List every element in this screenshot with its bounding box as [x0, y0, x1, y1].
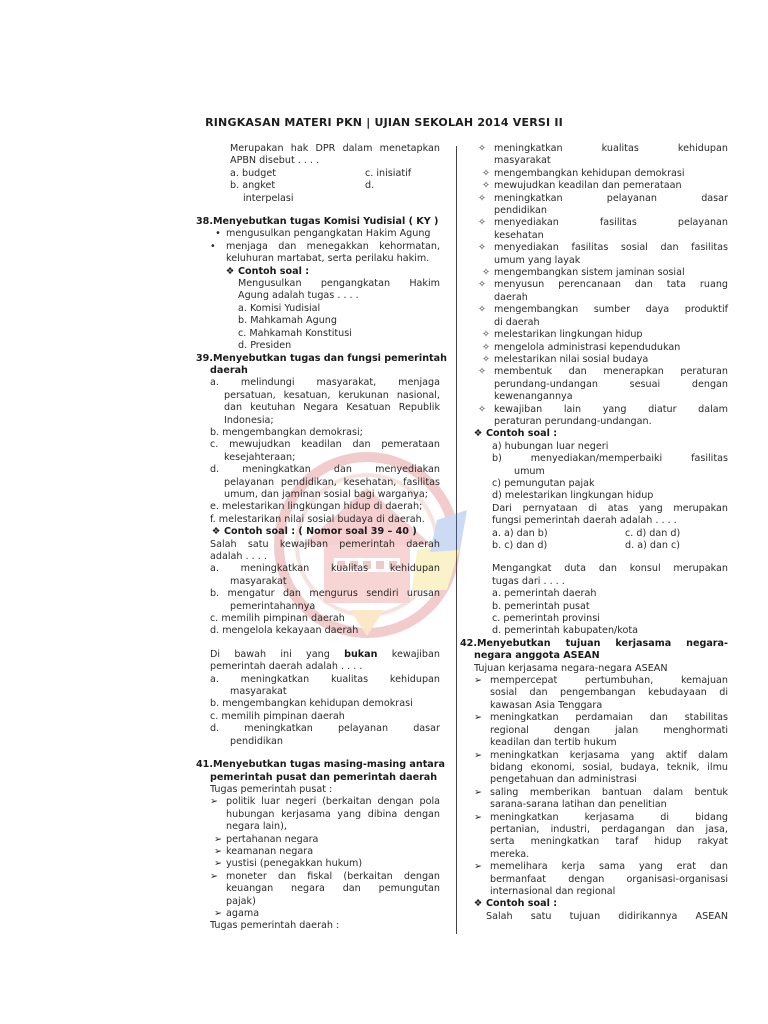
list-item: meningkatkan perdamaian dan stabilitas	[490, 712, 728, 724]
intro-question-line: APBN disebut . . . .	[230, 155, 320, 167]
example-question-line: fungsi pemerintah daerah adalah . . . .	[492, 515, 677, 527]
arrow-bullet-icon: ➢	[474, 786, 483, 798]
list-item: pengetahuan dan administrasi	[490, 774, 637, 786]
list-item: mengembangkan sumber daya produktif	[494, 304, 728, 316]
list-item: mewujudkan keadilan dan pemerataan	[494, 180, 682, 192]
section-41-heading: 41.Menyebutkan tugas masing-masing antara	[196, 759, 445, 771]
section-39-heading-cont: daerah	[210, 364, 248, 376]
option-line: d. meningkatkan pelayanan dasar	[210, 723, 440, 735]
list-item: persatuan, kesatuan, kerukunan nasional,	[224, 389, 440, 401]
list-item: yustisi (penegakkan hukum)	[226, 858, 363, 870]
question-text: pemerintah daerah adalah . . . .	[210, 661, 363, 673]
option-line: pendidikan	[230, 735, 283, 747]
option-d-text: interpelasi	[243, 192, 294, 204]
option-line: c. Mahkamah Konstitusi	[238, 327, 352, 339]
option-line: masyarakat	[230, 575, 287, 587]
left-column	[196, 143, 447, 933]
list-item: masyarakat	[494, 155, 551, 167]
diamond-bullet-icon: ✧	[481, 267, 491, 279]
list-item: c. mewujudkan keadilan dan pemerataan	[210, 439, 440, 451]
arrow-bullet-icon: ➢	[474, 861, 483, 873]
list-item: kesejahteraan;	[224, 451, 296, 463]
list-item: pertanian, industri, perdagangan dan jasa,	[490, 823, 728, 835]
option-line: c. memilih pimpinan daerah	[210, 613, 345, 625]
list-item: bermanfaat dengan organisasi-organisasi	[490, 873, 728, 885]
example-question-line: Dari pernyataan di atas yang merupakan	[492, 502, 728, 514]
list-item: meningkatkan kerjasama yang aktif dalam	[490, 749, 728, 761]
option-line: b. Mahkamah Agung	[238, 315, 337, 327]
page-title: RINGKASAN MATERI PKN | UJIAN SEKOLAH 2014 VERSI II	[205, 116, 563, 129]
option-b: b. angket	[230, 180, 276, 192]
list-item: pelayanan pendidikan, kesehatan, fasilitas	[224, 476, 440, 488]
list-item: serta meningkatkan taraf hidup rakyat	[490, 836, 728, 848]
diamond-bullet-icon: ✧	[478, 304, 487, 316]
list-item: saling memberikan bantuan dalam bentuk	[490, 786, 728, 798]
list-item: b. mengembangkan demokrasi;	[210, 426, 363, 438]
section-38-heading: 38.Menyebutkan tugas Komisi Yudisial ( KY )	[196, 216, 439, 228]
example-question-line: Salah satu kewajiban pemerintah daerah	[210, 538, 440, 550]
question-text: Di bawah ini yang	[210, 648, 330, 660]
option-line: b. pemerintah pusat	[492, 600, 590, 612]
list-item: regional dengan jalan menghormati	[490, 724, 728, 736]
list-item: melestarikan nilai sosial budaya	[494, 353, 649, 365]
subheading: Tugas pemerintah daerah :	[210, 920, 340, 932]
option-line: a. pemerintah daerah	[492, 588, 597, 600]
option-line: a. meningkatkan kualitas kehidupan	[210, 673, 440, 685]
list-item: mengembangkan sistem jaminan sosial	[494, 267, 685, 279]
option-a: a. budget	[230, 167, 276, 179]
list-item: keadilan dan tertib hukum	[490, 737, 617, 749]
example-question-line: Mengusulkan pengangkatan Hakim	[238, 278, 440, 290]
list-item: pajak)	[226, 895, 256, 907]
list-item: kewajiban lain yang diatur dalam	[494, 403, 728, 415]
list-item: perundang-undangan sesuai dengan	[494, 378, 728, 390]
list-item: bidang ekonomi, sosial, budaya, teknik, ilmu	[490, 761, 728, 773]
option-d: d. a) dan c)	[625, 540, 680, 551]
subheading: Tujuan kerjasama negara-negara ASEAN	[474, 662, 668, 674]
arrow-bullet-icon: ➢	[474, 675, 483, 687]
section-39-heading: 39.Menyebutkan tugas dan fungsi pemerintah	[196, 352, 447, 364]
list-item: keamanan negara	[226, 845, 314, 857]
option-a: a. a) dan b)	[492, 527, 548, 539]
intro-question-line: Merupakan hak DPR dalam menetapkan	[230, 143, 440, 154]
list-item: daerah	[494, 291, 528, 303]
diamond-bullet-icon: ❖	[473, 898, 483, 910]
option-c: c. inisiatif	[365, 167, 412, 179]
list-item: meningkatkan kerjasama di bidang	[490, 811, 728, 823]
option-line: masyarakat	[230, 686, 287, 698]
list-item: kewenangannya	[494, 391, 573, 403]
list-item: f. melestarikan nilai sosial budaya di daerah.	[210, 513, 425, 525]
example-item: b) menyediakan/memperbaiki fasilitas	[492, 453, 728, 465]
example-item: d) melestarikan lingkungan hidup	[492, 490, 654, 502]
question-text: kewajiban	[391, 648, 440, 660]
bullet-icon: •	[215, 228, 221, 240]
list-item: moneter dan fiskal (berkaitan dengan	[226, 870, 440, 882]
example-question-line: Salah satu tujuan didirikannya ASEAN	[486, 910, 728, 922]
option-line: d. mengelola kekayaan daerah	[210, 625, 359, 637]
diamond-bullet-icon: ✧	[481, 167, 491, 179]
list-item: umum, dan jaminan sosial bagi warganya;	[224, 488, 428, 500]
example-label: Contoh soal :	[486, 898, 558, 910]
diamond-bullet-icon: ✧	[481, 341, 491, 353]
list-item: membentuk dan menerapkan peraturan	[494, 366, 728, 378]
emphasis-text: bukan	[344, 648, 378, 660]
option-line: c. memilih pimpinan daerah	[210, 710, 345, 722]
diamond-bullet-icon: ❖	[211, 526, 221, 538]
example-label: Contoh soal :	[486, 428, 558, 440]
list-item: politik luar negeri (berkaitan dengan pola	[226, 796, 440, 808]
list-item: keuangan negara dan pemungutan	[226, 883, 440, 895]
example-question-line: Agung adalah tugas . . . .	[238, 290, 359, 302]
list-item: pertahanan negara	[226, 833, 319, 845]
section-42-heading-cont: negara anggota ASEAN	[474, 650, 600, 662]
list-item: pendidikan	[494, 205, 547, 217]
option-line: b. mengembangkan kehidupan demokrasi	[210, 698, 413, 710]
list-item: sarana-sarana latihan dan penelitian	[490, 799, 667, 811]
section-41-heading-cont: pemerintah pusat dan pemerintah daerah	[210, 771, 438, 783]
option-d: d.	[365, 180, 375, 192]
list-item: mengelola administrasi kependudukan	[494, 341, 681, 353]
diamond-bullet-icon: ✧	[481, 329, 491, 341]
list-item: d. meningkatkan dan menyediakan	[210, 464, 440, 476]
diamond-bullet-icon: ❖	[225, 265, 235, 277]
list-item: mereka.	[490, 848, 530, 860]
list-item: mempercepat pertumbuhan, kemajuan	[490, 675, 728, 687]
option-c: c. d) dan d)	[625, 527, 681, 539]
diamond-bullet-icon: ✧	[481, 180, 491, 192]
option-line: c. pemerintah provinsi	[492, 613, 600, 625]
list-item: kesehatan	[494, 229, 544, 241]
right-column	[460, 143, 728, 923]
arrow-bullet-icon: ➢	[213, 858, 223, 870]
example-question-line: adalah . . . .	[210, 551, 267, 562]
list-item: memelihara kerja sama yang erat dan	[490, 861, 728, 873]
diamond-bullet-icon: ✧	[481, 353, 491, 365]
diamond-bullet-icon: ✧	[478, 242, 487, 254]
list-item: a. melindungi masyarakat, menjaga	[210, 377, 440, 389]
list-item: internasional dan regional	[490, 885, 616, 897]
list-item: mengembangkan kehidupan demokrasi	[494, 167, 685, 179]
diamond-bullet-icon: ✧	[478, 143, 487, 154]
arrow-bullet-icon: ➢	[210, 796, 219, 808]
list-item: hubungan kerjasama yang dibina dengan	[226, 808, 440, 820]
diamond-bullet-icon: ✧	[478, 366, 487, 378]
arrow-bullet-icon: ➢	[474, 749, 483, 761]
list-item: meningkatkan kualitas kehidupan	[494, 143, 728, 154]
option-line: pemerintahannya	[230, 600, 316, 612]
option-b: b. c) dan d)	[492, 540, 548, 551]
list-item: mengusulkan pengangkatan Hakim Agung	[226, 228, 431, 240]
bullet-icon: •	[210, 240, 216, 252]
list-item: e. melestarikan lingkungan hidup di daerah;	[210, 501, 423, 513]
option-line: d. Presiden	[238, 340, 292, 352]
list-item: Indonesia;	[224, 414, 274, 426]
question-text: Mengangkat duta dan konsul merupakan	[492, 563, 728, 575]
diamond-bullet-icon: ✧	[478, 217, 487, 229]
diamond-bullet-icon: ❖	[473, 428, 483, 440]
list-item: menjaga dan menegakkan kehormatan,	[226, 240, 440, 252]
arrow-bullet-icon: ➢	[210, 870, 219, 882]
example-item: a) hubungan luar negeri	[492, 440, 609, 452]
list-item: peraturan perundang-undangan.	[494, 415, 652, 427]
list-item: meningkatkan pelayanan dasar	[494, 192, 728, 204]
diamond-bullet-icon: ✧	[478, 279, 487, 291]
list-item: menyediakan fasilitas sosial dan fasilitas	[494, 242, 728, 254]
list-item: di daerah	[494, 316, 540, 328]
list-item: dan keutuhan Negara Kesatuan Republik	[224, 402, 440, 414]
arrow-bullet-icon: ➢	[474, 811, 483, 823]
option-line: b. mengatur dan mengurus sendiri urusan	[210, 588, 440, 600]
arrow-bullet-icon: ➢	[474, 712, 483, 724]
example-item: c) pemungutan pajak	[492, 477, 595, 489]
list-item: menyediakan fasilitas pelayanan	[494, 217, 728, 229]
list-item: sosial dan pengembangan kebudayaan di	[490, 687, 728, 699]
question-text: tugas dari . . . .	[492, 575, 565, 587]
list-item: kawasan Asia Tenggara	[490, 699, 603, 711]
arrow-bullet-icon: ➢	[213, 907, 223, 919]
list-item: negara lain),	[226, 821, 287, 833]
list-item: keluhuran martabat, serta perilaku hakim.	[226, 253, 430, 265]
example-label: Contoh soal : ( Nomor soal 39 – 40 )	[224, 526, 417, 538]
list-item: menyusun perencanaan dan tata ruang	[494, 279, 728, 291]
arrow-bullet-icon: ➢	[213, 833, 223, 845]
list-item: umum yang layak	[494, 254, 581, 266]
list-item: melestarikan lingkungan hidup	[494, 329, 643, 341]
option-line: d. pemerintah kabupaten/kota	[492, 625, 638, 637]
example-item: umum	[514, 465, 545, 477]
diamond-bullet-icon: ✧	[478, 192, 487, 204]
diamond-bullet-icon: ✧	[478, 403, 487, 415]
example-label: Contoh soal :	[238, 265, 310, 277]
option-line: a. Komisi Yudisial	[238, 302, 321, 314]
subheading: Tugas pemerintah pusat :	[210, 783, 333, 795]
option-line: a. meningkatkan kualitas kehidupan	[210, 563, 440, 575]
arrow-bullet-icon: ➢	[213, 845, 223, 857]
list-item: agama	[226, 907, 260, 919]
section-42-heading: 42.Menyebutkan tujuan kerjasama negara-	[460, 637, 728, 649]
